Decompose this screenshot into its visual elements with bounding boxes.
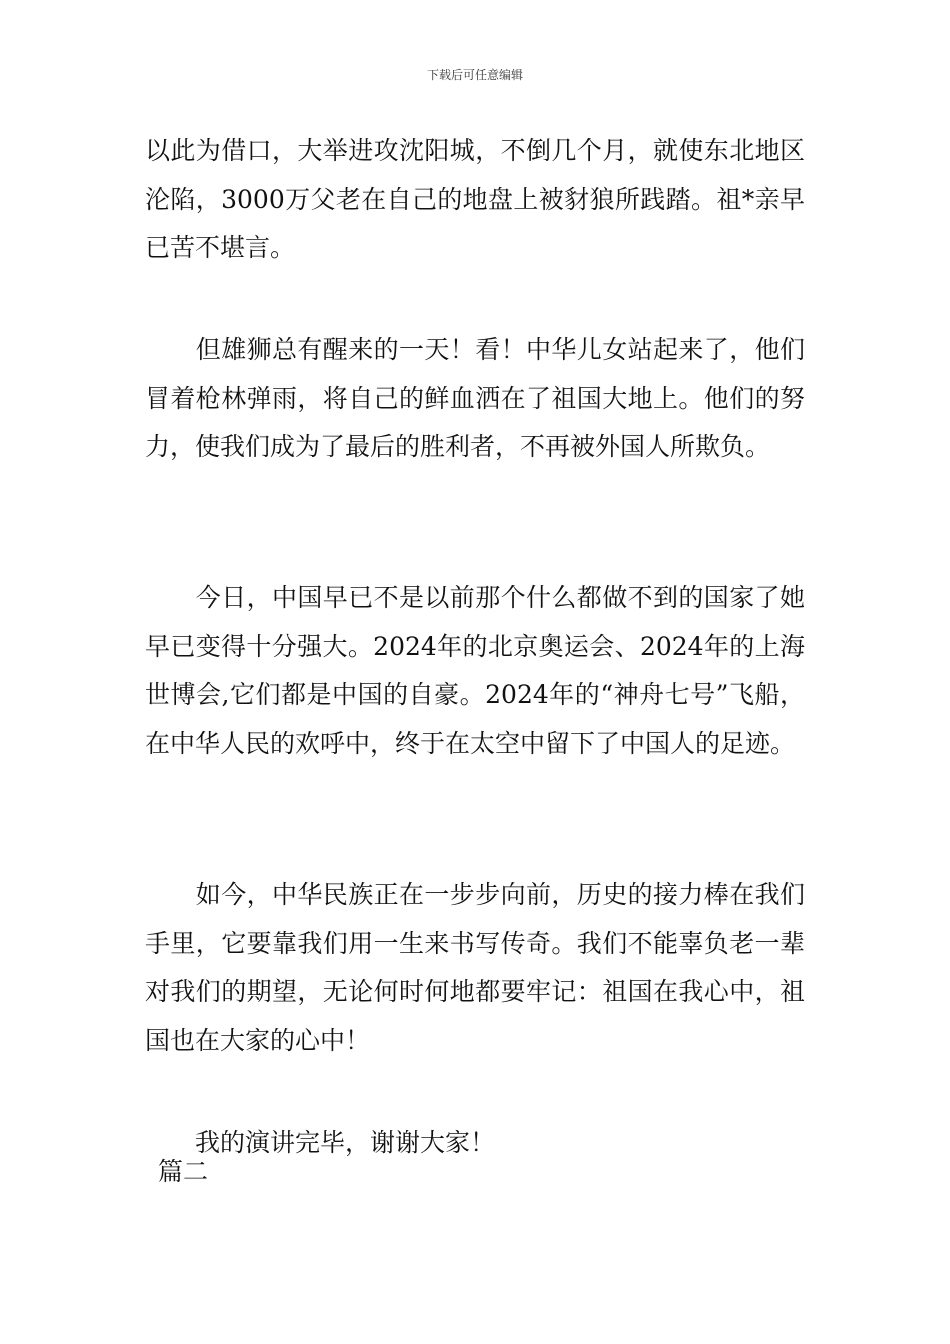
paragraph-5: 我的演讲完毕，谢谢大家！: [145, 1128, 496, 1157]
paragraph-2: 但雄狮总有醒来的一天！看！中华儿女站起来了，他们冒着枪林弹雨，将自己的鲜血洒在了祖国大地上。他们的努力，使我们成为了最后的胜利者，不再被外国人所欺负。: [145, 335, 805, 461]
paragraph-3: 今日，中国早已不是以前那个什么都做不到的国家了她早已变得十分强大。2024年的北京奥运会、2024年的上海世博会,它们都是中国的自豪。2024年的“神舟七号”飞船，在中华人民的欢呼中，终于在太空中留下了中国人的足迹。: [145, 583, 805, 758]
paragraph-4: 如今，中华民族正在一步步向前，历史的接力棒在我们手里，它要靠我们用一生来书写传奇。我们不能辜负老一辈对我们的期望，无论何时何地都要牢记：祖国在我心中，祖国也在大家的心中！: [145, 880, 805, 1055]
header-note: 下载后可任意编辑: [426, 68, 523, 82]
paragraph-1: 以此为借口，大举进攻沈阳城，不倒几个月，就使东北地区沦陷，3000万父老在自己的地盘上被豺狼所践踏。祖*亲早已苦不堪言。: [145, 136, 805, 262]
section-title: 篇二: [158, 1157, 209, 1186]
